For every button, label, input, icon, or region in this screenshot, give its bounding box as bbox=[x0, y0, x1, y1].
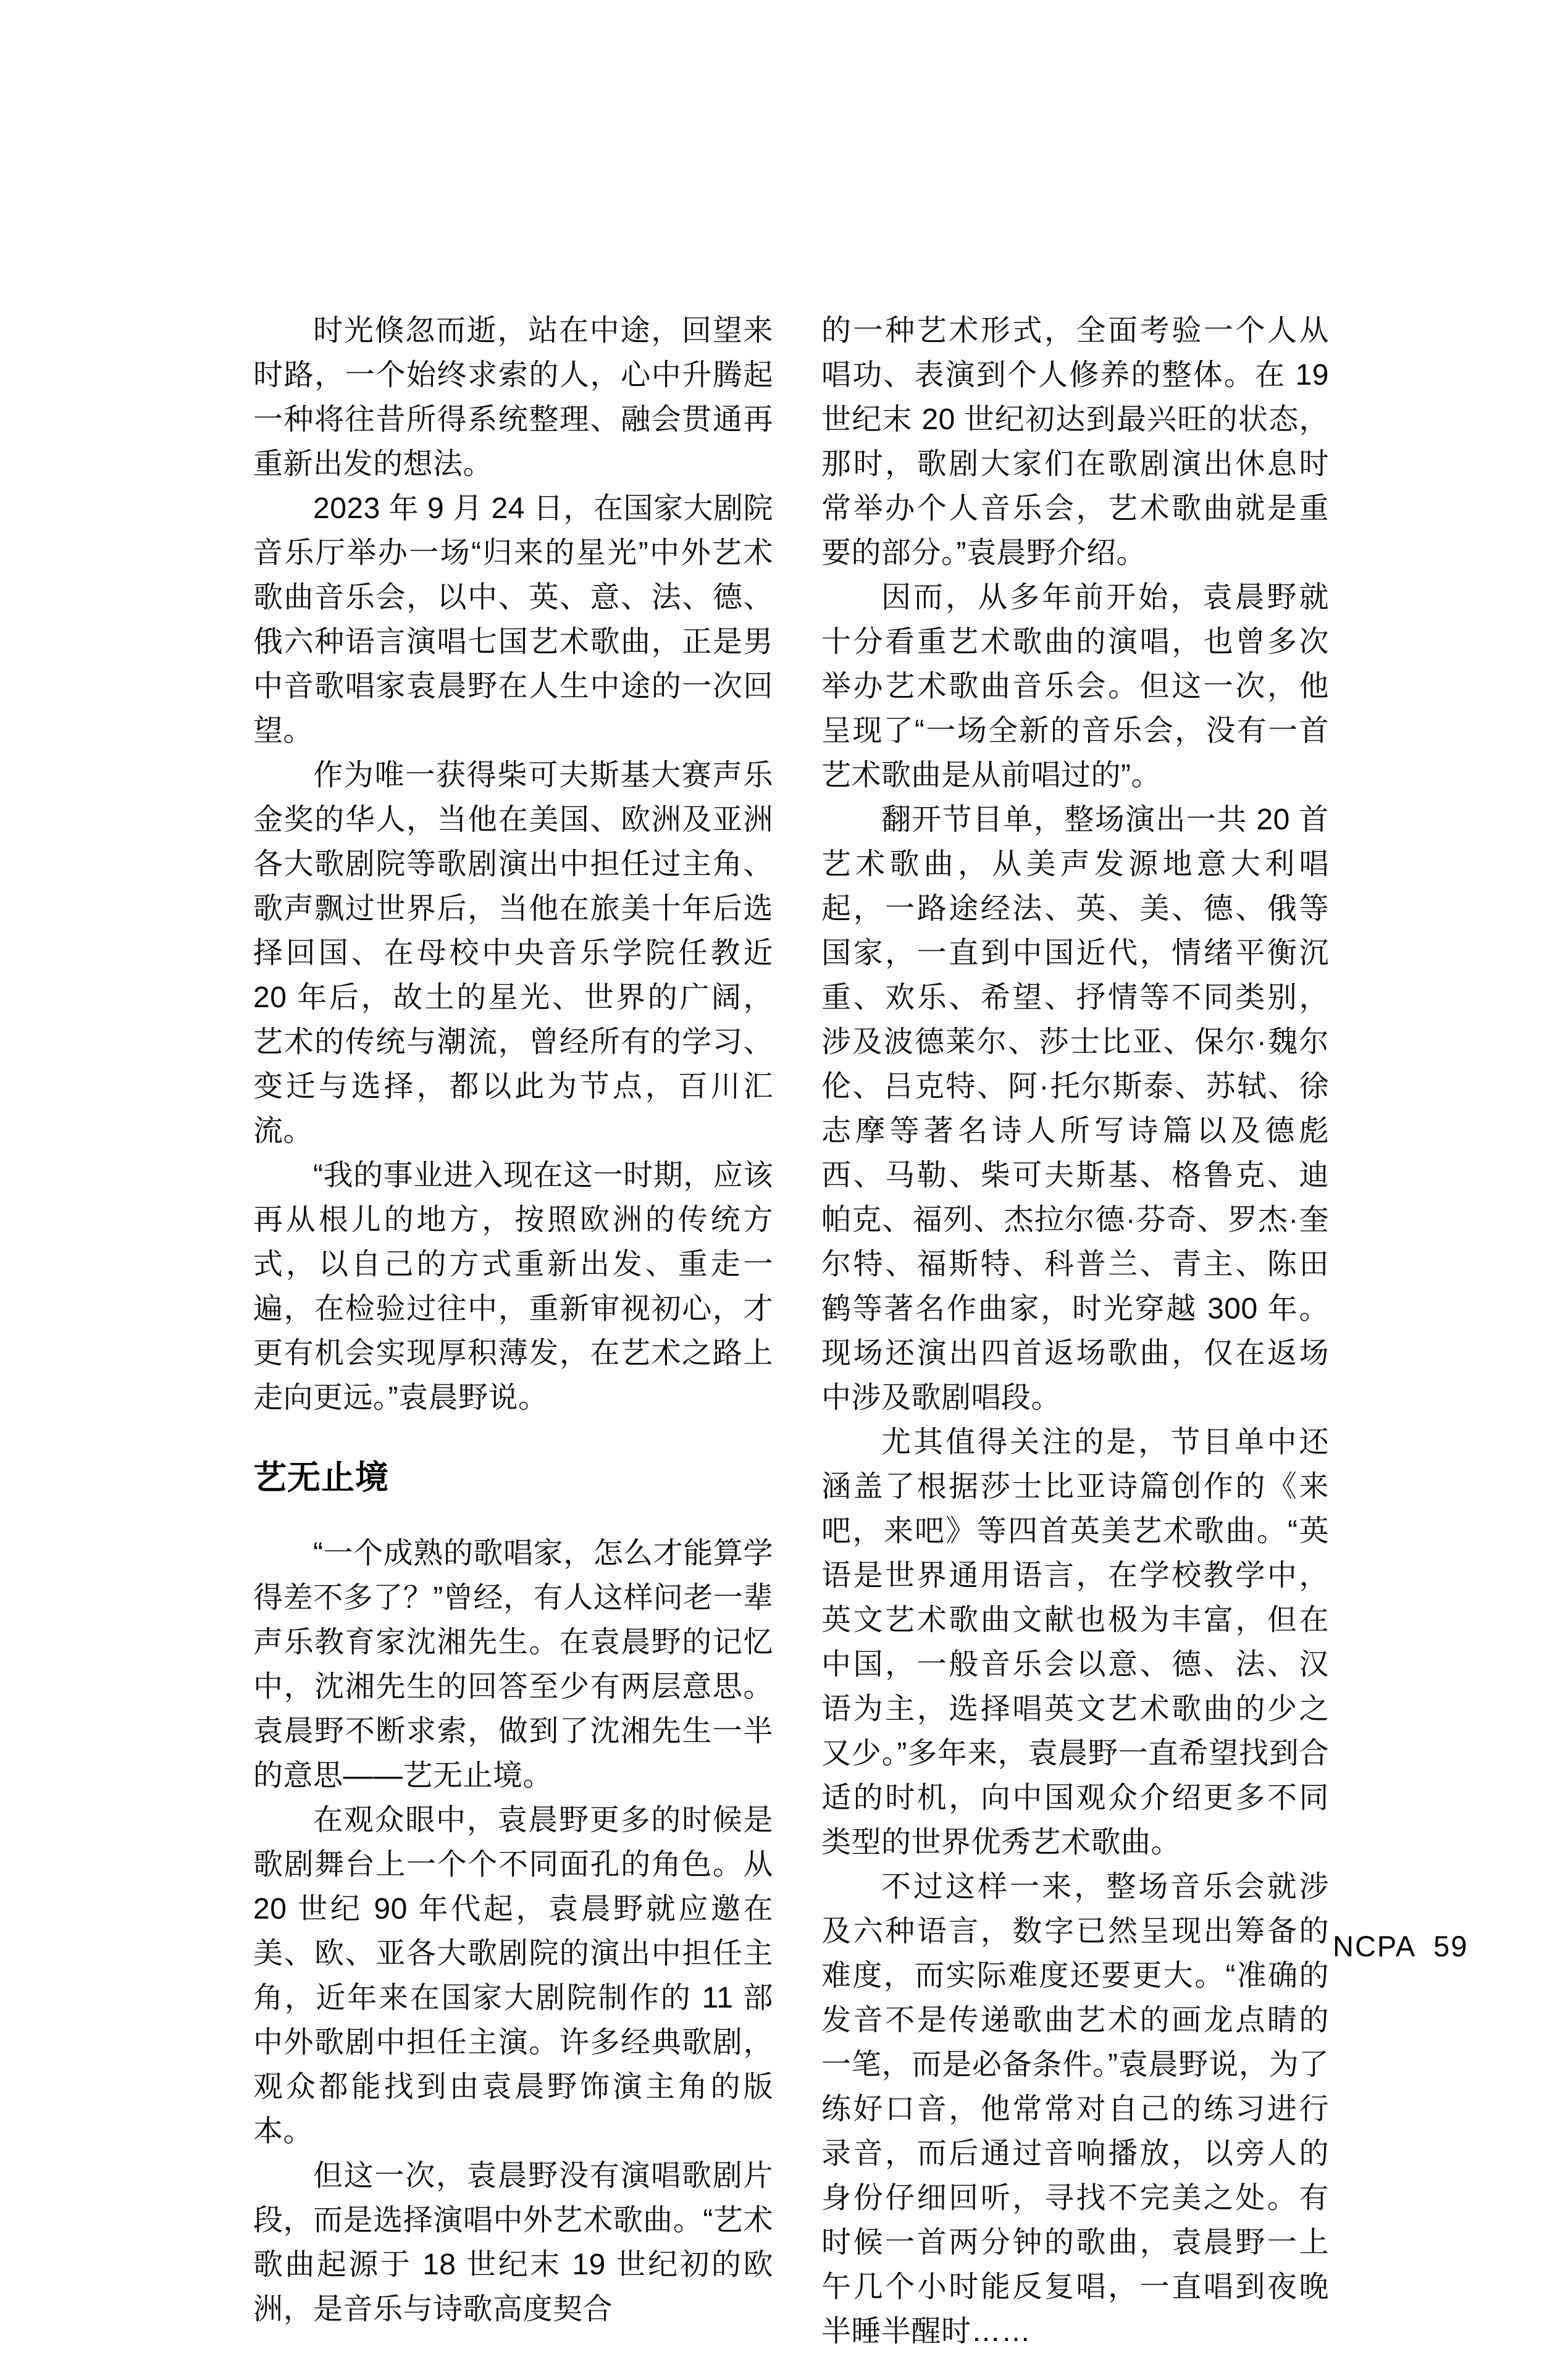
paragraph: 2023 年 9 月 24 日，在国家大剧院音乐厅举办一场“归来的星光”中外艺术歌曲音乐会，以中、英、意、法、德、俄六种语言演唱七国艺术歌曲，正是男中音歌唱家袁晨野在人生中途的一次回望。 bbox=[253, 492, 773, 747]
journal-name: NCPA bbox=[1333, 1930, 1417, 1962]
page-number: 59 bbox=[1433, 1930, 1469, 1962]
paragraph: “我的事业进入现在这一时期，应该再从根儿的地方，按照欧洲的传统方式，以自己的方式重新出发、重走一遍，在检验过往中，重新审视初心，才更有机会实现厚积薄发，在艺术之路上走向更远。”袁晨野说。 bbox=[253, 1159, 773, 1414]
paragraph: 但这一次，袁晨野没有演唱歌剧片段，而是选择演唱中外艺术歌曲。“艺术歌曲起源于 18 世纪末 19 世纪初的欧洲，是音乐与诗歌高度契合 bbox=[253, 2159, 773, 2326]
page-footer bbox=[1333, 1930, 1468, 1962]
section-heading: 艺无止境 bbox=[253, 1459, 389, 1496]
paragraph: 尤其值得关注的是，节目单中还涵盖了根据莎士比亚诗篇创作的《来吧，来吧》等四首英美艺术歌曲。“英语是世界通用语言，在学校教学中，英文艺术歌曲文献也极为丰富，但在中国，一般音乐会以意、德、法、汉语为主，选择唱英文艺术歌曲的少之又少。”多年来，袁晨野一直希望找到合适的时机，向中国观众介绍更多不同类型的世界优秀艺术歌曲。 bbox=[821, 1426, 1329, 1859]
paragraph: 作为唯一获得柴可夫斯基大赛声乐金奖的华人，当他在美国、欧洲及亚洲各大歌剧院等歌剧演出中担任过主角、歌声飘过世界后，当他在旅美十年后选择回国、在母校中央音乐学院任教近 20 年后，故土的星光、世界的广阔，艺术的传统与潮流，曾经所有的学习、变迁与选择，都以此为节点，百川汇流。 bbox=[253, 759, 773, 1147]
paragraph: 因而，从多年前开始，袁晨野就十分看重艺术歌曲的演唱，也曾多次举办艺术歌曲音乐会。但这一次，他呈现了“一场全新的音乐会，没有一首艺术歌曲是从前唱过的”。 bbox=[821, 581, 1329, 792]
paragraph: 不过这样一来，整场音乐会就涉及六种语言，数字已然呈现出筹备的难度，而实际难度还要更大。“准确的发音不是传递歌曲艺术的画龙点睛的一笔，而是必备条件。”袁晨野说，为了练好口音，他常常对自己的练习进行录音，而后通过音响播放，以旁人的身份仔细回听，寻找不完美之处。有时候一首两分钟的歌曲，袁晨野一上午几个小时能反复唱，一直唱到夜晚半睡半醒时…… bbox=[821, 1870, 1329, 2348]
paragraph: 翻开节目单，整场演出一共 20 首艺术歌曲，从美声发源地意大利唱起，一路途经法、英、美、德、俄等国家，一直到中国近代，情绪平衡沉重、欢乐、希望、抒情等不同类别，涉及波德莱尔、莎士比亚、保尔·魏尔伦、吕克特、阿·托尔斯泰、苏轼、徐志摩等著名诗人所写诗篇以及德彪西、马勒、柴可夫斯基、格鲁克、迪帕克、福列、杰拉尔德·芬奇、罗杰·奎尔特、福斯特、科普兰、青主、陈田鹤等著名作曲家，时光穿越 300 年。现场还演出四首返场歌曲，仅在返场中涉及歌剧唱段。 bbox=[821, 803, 1329, 1414]
paragraph: 时光倏忽而逝，站在中途，回望来时路，一个始终求索的人，心中升腾起一种将往昔所得系统整理、融会贯通再重新出发的想法。 bbox=[253, 314, 773, 480]
paragraph: “一个成熟的歌唱家，怎么才能算学得差不多了？”曾经，有人这样问老一辈声乐教育家沈湘先生。在袁晨野的记忆中，沈湘先生的回答至少有两层意思。袁晨野不断求索，做到了沈湘先生一半的意思——艺无止境。 bbox=[253, 1537, 773, 1792]
article-column-left bbox=[253, 309, 773, 2332]
paragraph-continuation: 的一种艺术形式，全面考验一个人从唱功、表演到个人修养的整体。在 19 世纪末 20 世纪初达到最兴旺的状态，那时，歌剧大家们在歌剧演出休息时常举办个人音乐会，艺术歌曲就是重要的部分。”袁晨野介绍。 bbox=[821, 314, 1329, 569]
article-column-right bbox=[821, 309, 1329, 2354]
paragraph: 在观众眼中，袁晨野更多的时候是歌剧舞台上一个个不同面孔的角色。从 20 世纪 90 年代起，袁晨野就应邀在美、欧、亚各大歌剧院的演出中担任主角，近年来在国家大剧院制作的 11 部中外歌剧中担任主演。许多经典歌剧，观众都能找到由袁晨野饰演主角的版本。 bbox=[253, 1804, 773, 2148]
